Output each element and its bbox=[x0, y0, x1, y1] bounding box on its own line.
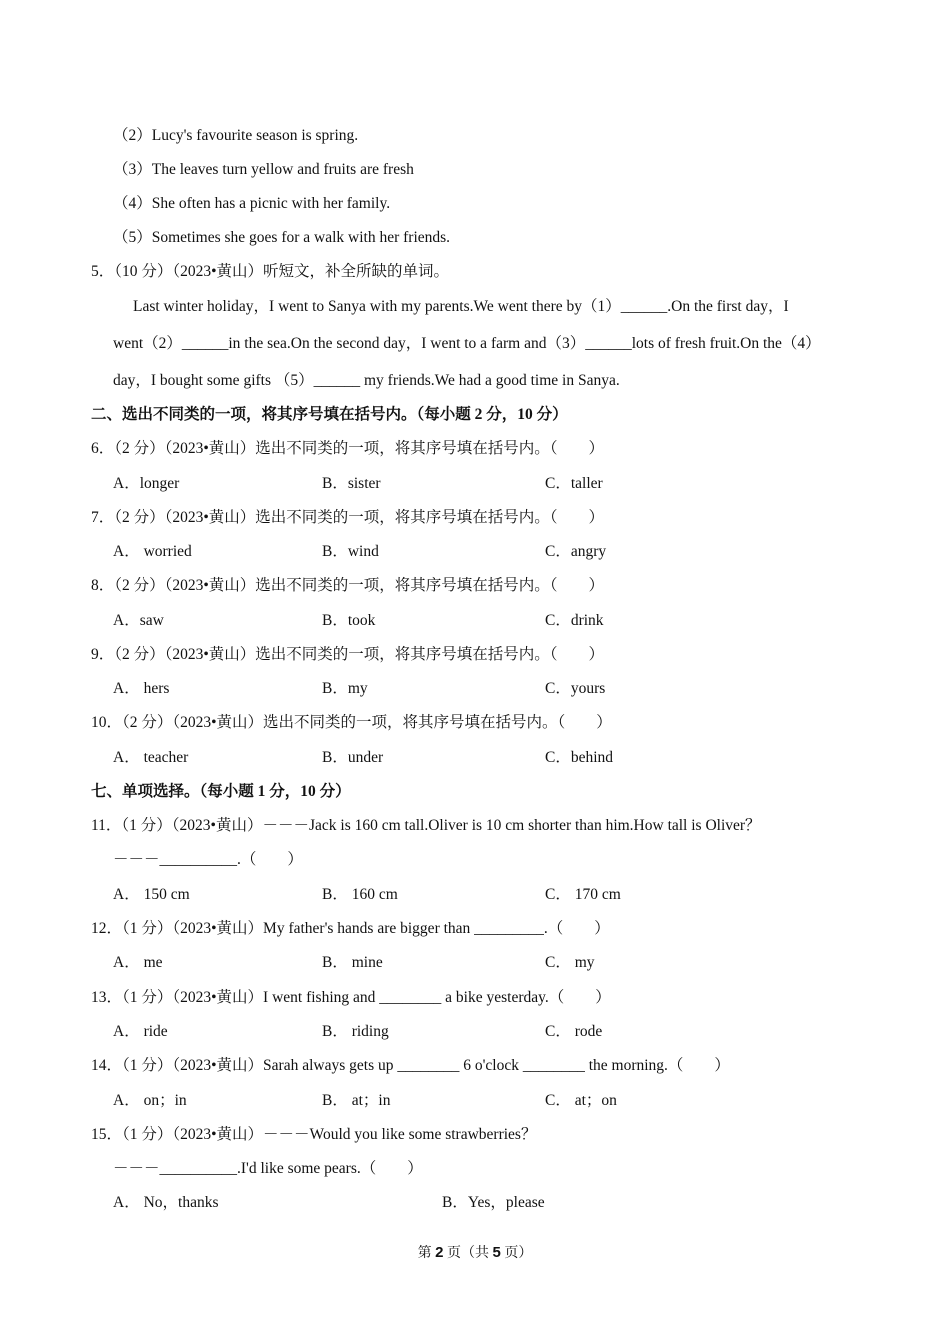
question-9-option-c: C．yours bbox=[545, 680, 606, 697]
q5-passage-line-1: Last winter holiday，I went to Sanya with my parents.We went there by（1）______.On the first day，I bbox=[133, 298, 789, 315]
question-6-option-a: A．longer bbox=[113, 475, 180, 492]
footer-page-number: 2 bbox=[435, 1244, 444, 1261]
question-7-option-c: C．angry bbox=[545, 543, 607, 560]
question-8-option-b: B．took bbox=[322, 612, 376, 629]
footer-mid: 页（共 bbox=[443, 1246, 493, 1261]
question-10-option-a: A． teacher bbox=[113, 749, 189, 766]
question-12-stem: 12．（1 分）（2023•黄山）My father's hands are bigger than _________.（ ） bbox=[91, 920, 610, 937]
question-15-option-b: B．Yes，please bbox=[442, 1194, 545, 1211]
question-12-option-b: B． mine bbox=[322, 954, 383, 971]
question-7-option-a: A． worried bbox=[113, 543, 192, 560]
footer-suffix: 页） bbox=[500, 1246, 533, 1261]
question-15-continuation: －－－__________.I'd like some pears.（ ） bbox=[113, 1160, 423, 1177]
question-10-option-b: B．under bbox=[322, 749, 384, 766]
question-8-option-a: A．saw bbox=[113, 612, 164, 629]
question-15-option-a: A． No，thanks bbox=[113, 1194, 219, 1211]
q5-passage-line-3: day，I bought some gifts （5）______ my friends.We had a good time in Sanya. bbox=[113, 372, 620, 389]
question-6-stem: 6．（2 分）（2023•黄山）选出不同类的一项，将其序号填在括号内。（ ） bbox=[91, 440, 605, 457]
q4-item-5: （5）Sometimes she goes for a walk with her friends. bbox=[113, 229, 451, 246]
footer-prefix: 第 bbox=[417, 1246, 436, 1261]
question-6-option-b: B．sister bbox=[322, 475, 381, 492]
question-13-option-c: C． rode bbox=[545, 1023, 603, 1040]
q5-passage-line-2: went（2）______in the sea.On the second day，I went to a farm and（3）______lots of fresh fruit.On the（4） bbox=[113, 335, 821, 352]
question-14-stem: 14．（1 分）（2023•黄山）Sarah always gets up ________ 6 o'clock ________ the morning.（ ） bbox=[91, 1057, 730, 1074]
question-6-option-c: C．taller bbox=[545, 475, 603, 492]
footer-total-pages: 5 bbox=[492, 1244, 501, 1261]
question-11-option-a: A． 150 cm bbox=[113, 886, 190, 903]
q4-item-3: （3）The leaves turn yellow and fruits are fresh bbox=[113, 161, 414, 178]
question-9-option-a: A． hers bbox=[113, 680, 170, 697]
section-2-title: 二、选出不同类的一项，将其序号填在括号内。（每小题 2 分，10 分） bbox=[91, 406, 568, 423]
question-7-stem: 7．（2 分）（2023•黄山）选出不同类的一项，将其序号填在括号内。（ ） bbox=[91, 509, 605, 526]
question-9-option-b: B．my bbox=[322, 680, 368, 697]
question-13-option-b: B． riding bbox=[322, 1023, 389, 1040]
question-11-continuation: －－－__________.（ ） bbox=[113, 851, 303, 868]
q4-item-2: （2）Lucy's favourite season is spring. bbox=[113, 127, 359, 144]
question-11-option-c: C． 170 cm bbox=[545, 886, 621, 903]
question-13-option-a: A． ride bbox=[113, 1023, 168, 1040]
section-7-title: 七、单项选择。（每小题 1 分，10 分） bbox=[91, 783, 351, 800]
question-9-stem: 9．（2 分）（2023•黄山）选出不同类的一项，将其序号填在括号内。（ ） bbox=[91, 646, 605, 663]
question-14-option-b: B． at；in bbox=[322, 1092, 391, 1109]
question-11-option-b: B． 160 cm bbox=[322, 886, 398, 903]
page-footer bbox=[0, 1243, 950, 1264]
q4-item-4: （4）She often has a picnic with her family. bbox=[113, 195, 391, 212]
question-14-option-c: C． at；on bbox=[545, 1092, 617, 1109]
q5-header: 5．（10 分）（2023•黄山）听短文，补全所缺的单词。 bbox=[91, 263, 450, 280]
question-12-option-a: A． me bbox=[113, 954, 163, 971]
question-13-stem: 13．（1 分）（2023•黄山）I went fishing and ________ a bike yesterday.（ ） bbox=[91, 989, 611, 1006]
question-14-option-a: A． on；in bbox=[113, 1092, 187, 1109]
question-8-option-c: C．drink bbox=[545, 612, 604, 629]
question-10-option-c: C．behind bbox=[545, 749, 614, 766]
question-12-option-c: C． my bbox=[545, 954, 595, 971]
question-10-stem: 10．（2 分）（2023•黄山）选出不同类的一项，将其序号填在括号内。（ ） bbox=[91, 714, 612, 731]
question-7-option-b: B．wind bbox=[322, 543, 379, 560]
question-11-stem: 11．（1 分）（2023•黄山）－－－Jack is 160 cm tall.Oliver is 10 cm shorter than him.How tall is Oliver？ bbox=[91, 817, 761, 834]
question-15-stem: 15．（1 分）（2023•黄山）－－－Would you like some strawberries？ bbox=[91, 1126, 537, 1143]
question-8-stem: 8．（2 分）（2023•黄山）选出不同类的一项，将其序号填在括号内。（ ） bbox=[91, 577, 605, 594]
